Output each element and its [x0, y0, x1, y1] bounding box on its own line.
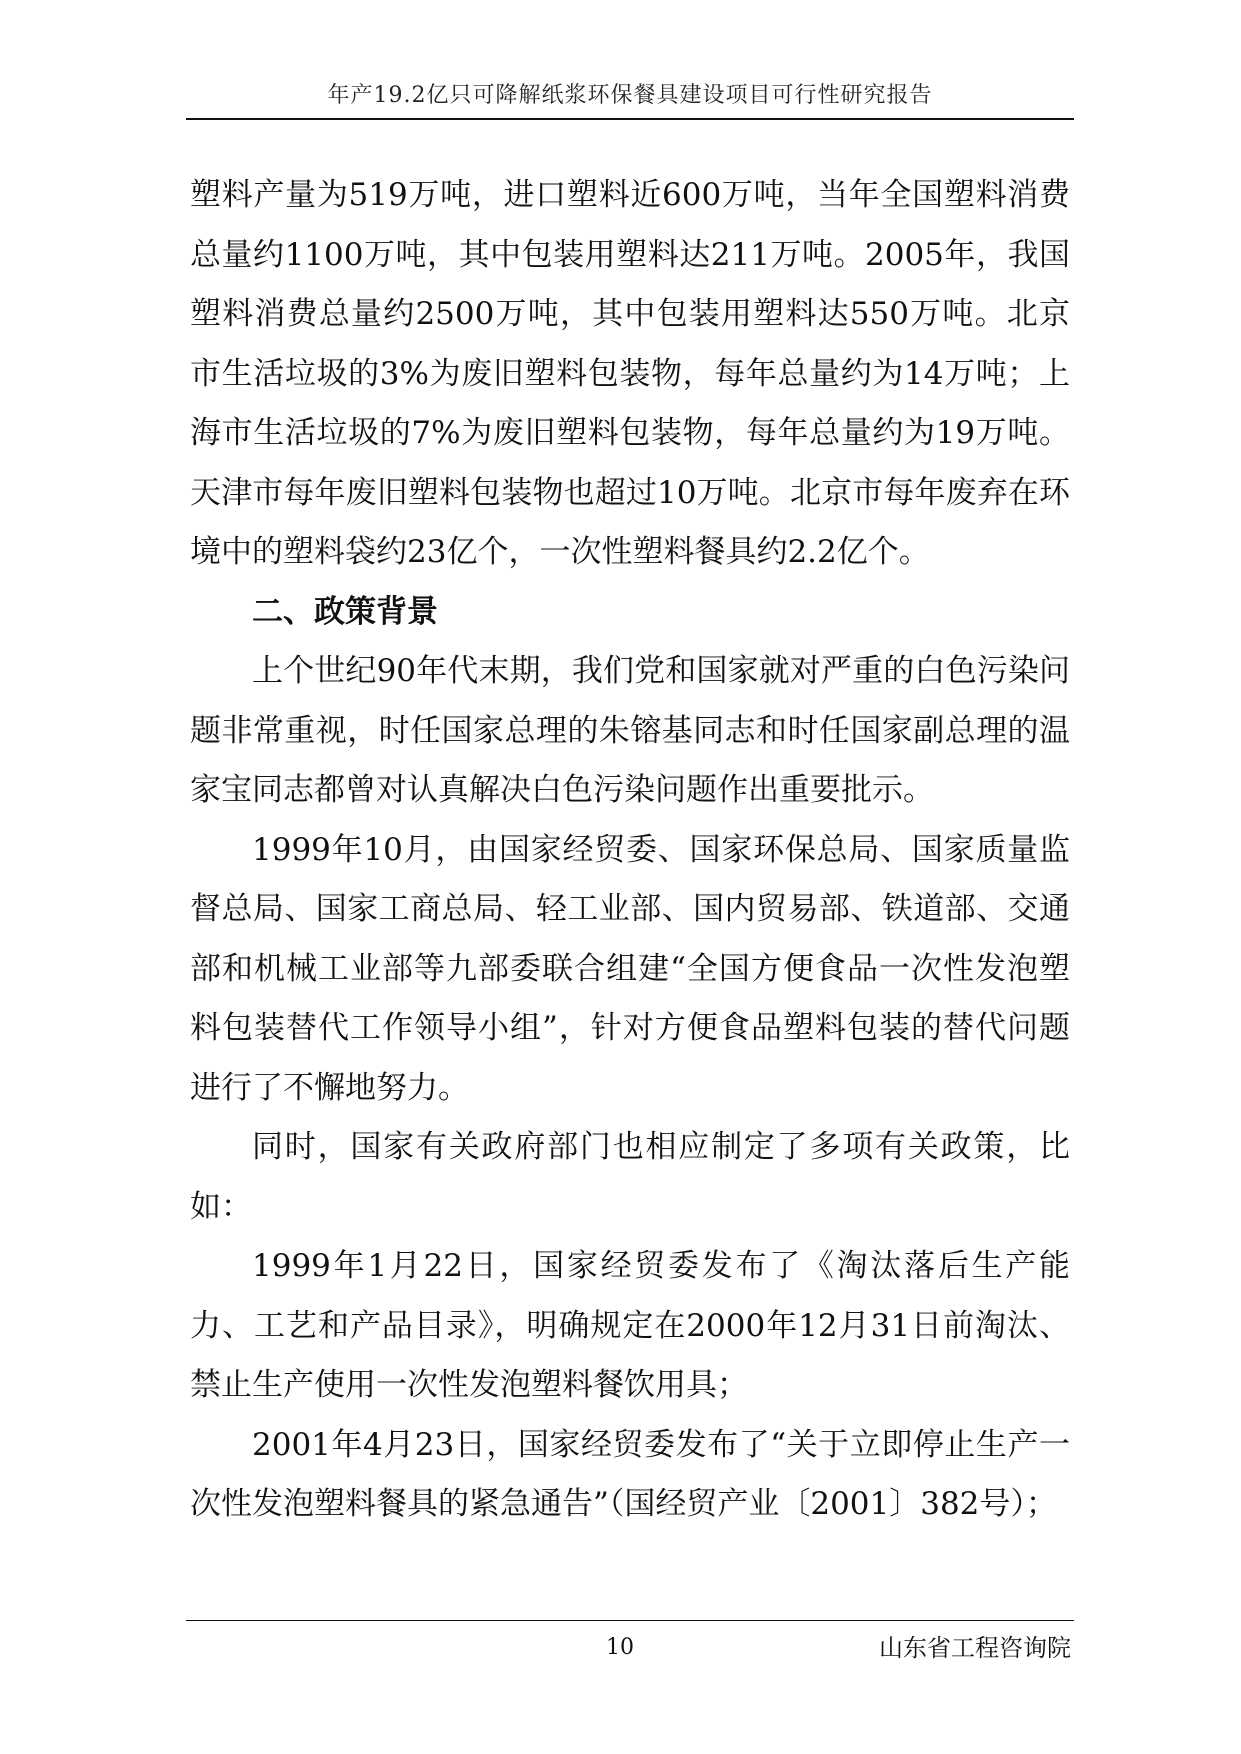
paragraph-policy-2001: 2001年4月23日，国家经贸委发布了“关于立即停止生产一次性发泡塑料餐具的紧急通告”（国经贸产业〔2001〕382号）； — [190, 1426, 1070, 1522]
paragraph-policies-intro: 同时，国家有关政府部门也相应制定了多项有关政策，比如： — [190, 1129, 1070, 1225]
paragraph-policy-1999: 1999年1月22日，国家经贸委发布了《淘汰落后生产能力、工艺和产品目录》，明确规定在2000年12月31日前淘汰、禁止生产使用一次性发泡塑料餐饮用具； — [190, 1248, 1070, 1403]
footer-divider — [186, 1620, 1074, 1621]
section-heading-policy-background: 二、政策背景 — [252, 593, 438, 630]
page-number: 10 — [606, 1635, 634, 1660]
document-body — [190, 166, 1070, 1535]
footer-organization: 山东省工程咨询院 — [879, 1634, 1071, 1662]
header-divider — [186, 118, 1074, 120]
document-header-title: 年产19.2亿只可降解纸浆环保餐具建设项目可行性研究报告 — [327, 83, 933, 108]
paragraph-white-pollution: 上个世纪90年代末期，我们党和国家就对严重的白色污染问题非常重视，时任国家总理的朱镕基同志和时任国家副总理的温家宝同志都曾对认真解决白色污染问题作出重要批示。 — [190, 653, 1070, 808]
paragraph-plastic-statistics: 塑料产量为519万吨，进口塑料近600万吨，当年全国塑料消费总量约1100万吨，其中包装用塑料达211万吨。2005年，我国塑料消费总量约2500万吨，其中包装用塑料达550万吨。北京市生活垃圾的3%为废旧塑料包装物，每年总量约为14万吨；上海市生活垃圾的7%为废旧塑料包装物，每年总量约为19万吨。天津市每年废旧塑料包装物也超过10万吨。北京市每年废弃在环境中的塑料袋约23亿个，一次性塑料餐具约2.2亿个。 — [190, 177, 1070, 570]
paragraph-leading-group: 1999年10月，由国家经贸委、国家环保总局、国家质量监督总局、国家工商总局、轻工业部、国内贸易部、铁道部、交通部和机械工业部等九部委联合组建“全国方便食品一次性发泡塑料包装替代工作领导小组”，针对方便食品塑料包装的替代问题进行了不懈地努力。 — [190, 831, 1070, 1106]
